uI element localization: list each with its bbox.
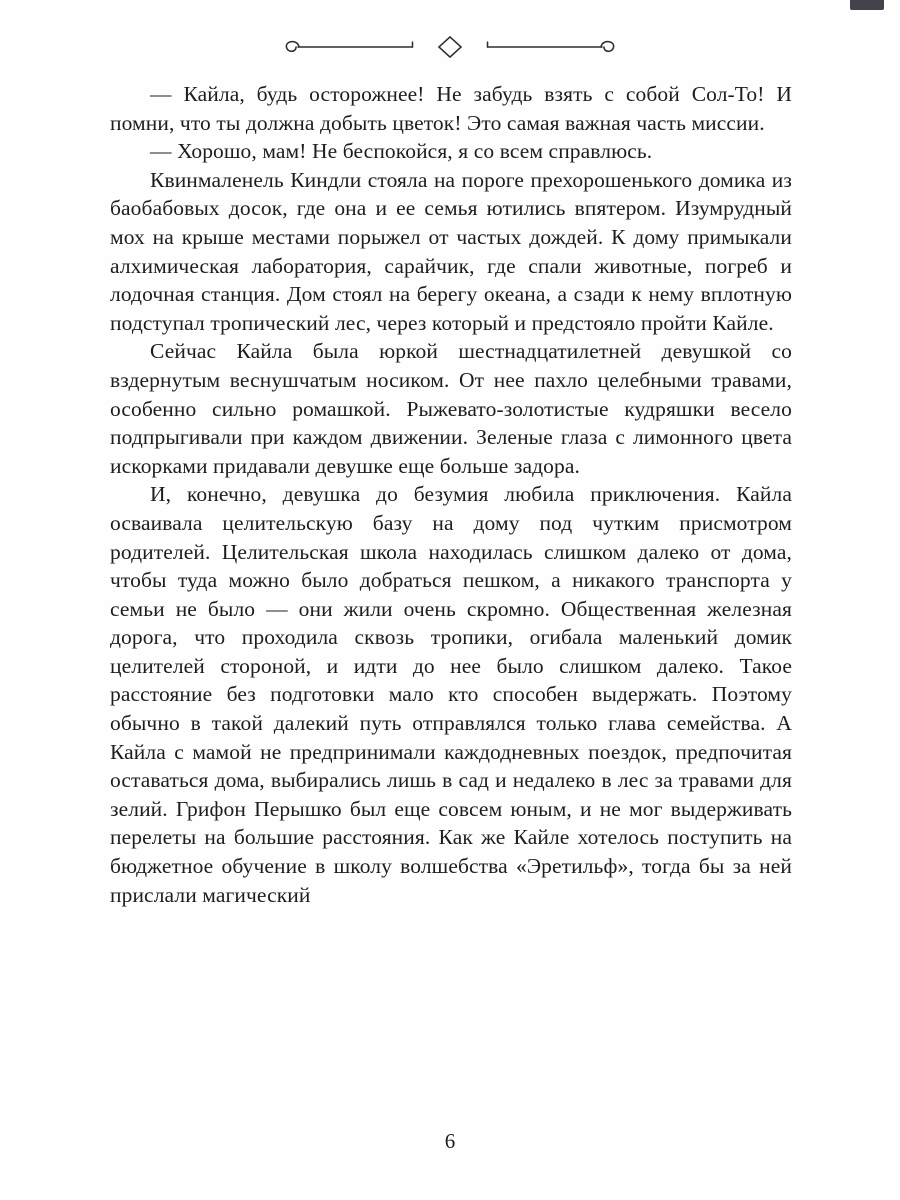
divider-ornament-icon <box>272 32 628 62</box>
paragraph-dialogue-kayla: — Хорошо, мам! Не беспокойся, я со всем справлюсь. <box>150 139 653 164</box>
bookmark-ribbon[interactable] <box>850 0 884 10</box>
paragraph-dialogue-mother: — Кайла, будь осторожнее! Не забудь взять с собой Сол-То! И помни, что ты должна добыть цветок! Это самая важная часть миссии. <box>110 82 792 135</box>
paragraph-family-life: И, конечно, девушка до безумия любила приключения. Кайла осваивала целительскую базу на дому под чутким присмотром родителей. Целительская школа находилась слишком далеко от дома, чтобы туда можно было добраться пешком, а никакого транспорта у семьи не было — они жили очень скромно. Общественная железная дорога, что проходила сквозь тропики, огибала маленький домик целителей стороной, и идти до нее было слишком далеко. Такое расстояние без подготовки мало кто способен выдержать. Поэтому обычно в такой далекий путь отправлялся только глава семейства. А Кайла с мамой не предпринимали каждодневных поездок, предпочитая оставаться дома, выбирались лишь в сад и недалеко в лес за травами для зелий. Грифон Перышко был еще совсем юным, и не мог выдерживать перелеты на большие расстояния. Как же Кайле хотелось поступить на бюджетное обучение в школу волшебства «Эретильф», тогда бы за ней прислали магический <box>110 482 792 907</box>
page-number: 6 <box>444 1129 456 1153</box>
paragraph-house-description: Квинмаленель Киндли стояла на пороге прехорошенького домика из баобабовых досок, где она и ее семья ютились впятером. Изумрудный мох на крыше местами порыжел от частых дождей. К дому примыкали алхимическая лаборатория, сарайчик, где спали животные, погреб и лодочная станция. Дом стоял на берегу океана, а сзади к нему вплотную подступал тропический лес, через который и предстояло пройти Кайле. <box>110 167 792 335</box>
text-block <box>110 80 792 909</box>
chapter-divider <box>0 32 900 62</box>
paragraph-kayla-description: Сейчас Кайла была юркой шестнадцатилетней девушкой со вздернутым веснушчатым носиком. От нее пахло целебными травами, особенно сильно ромашкой. Рыжевато-золотистые кудряшки весело подпрыгивали при каждом движении. Зеленые глаза с лимонного цвета искорками придавали девушке еще больше задора. <box>110 339 792 478</box>
